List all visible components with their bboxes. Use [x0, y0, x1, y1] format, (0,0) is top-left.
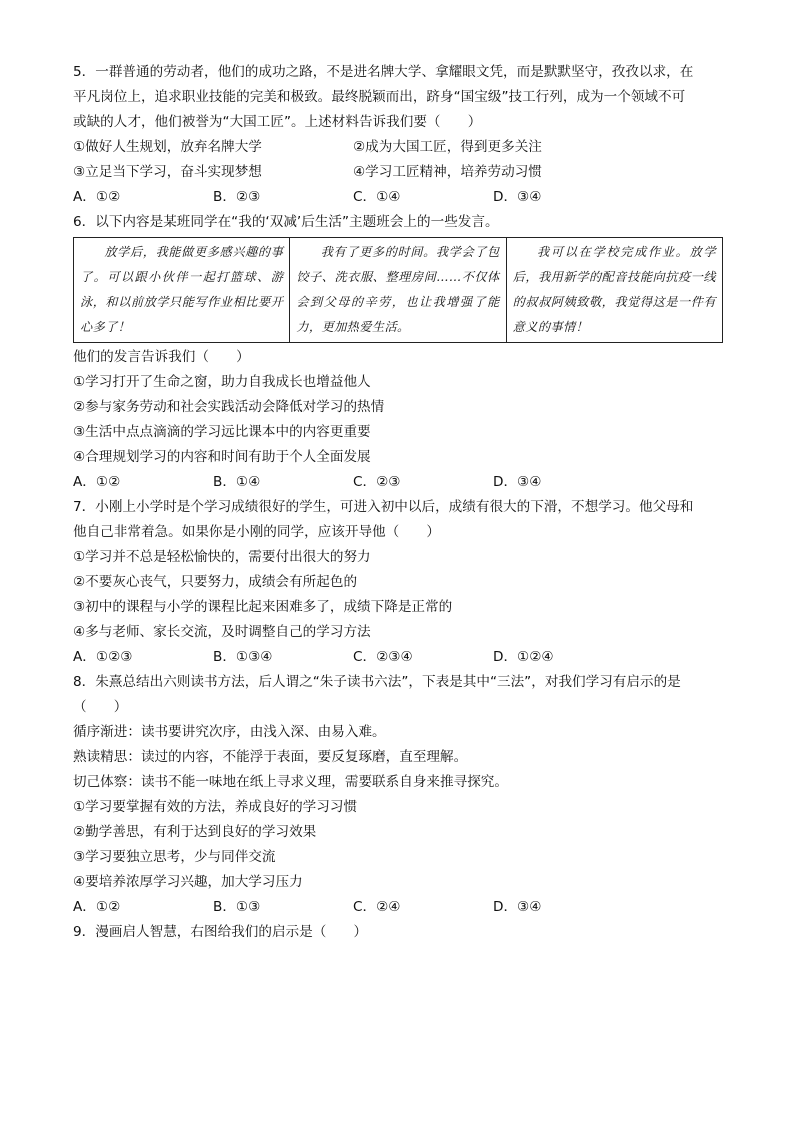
answer-choices: [73, 645, 723, 670]
option-2: ②参与家务劳动和社会实践活动会降低对学习的热情: [73, 399, 385, 415]
choice-c: C．②③: [353, 474, 401, 490]
question-stem-line: 8．朱熹总结出六则读书方法，后人谓之“朱子读书六法”，下表是其中“三法”，对我们学习有启示的是: [73, 674, 681, 690]
choice-a: A．①②③: [73, 649, 133, 665]
exam-page: [73, 60, 723, 945]
choice-d: D．①②④: [493, 649, 554, 665]
option-4: ④多与老师、家长交流，及时调整自己的学习方法: [73, 624, 371, 640]
option-row: [73, 160, 723, 185]
question-6: [73, 210, 723, 495]
choice-c: C．①④: [353, 189, 401, 205]
option-2: ②不要灰心丧气，只要努力，成绩会有所起色的: [73, 574, 358, 590]
speech-cell: [290, 238, 506, 343]
question-8: [73, 670, 723, 920]
choice-c: C．②③④: [353, 649, 413, 665]
speech-table: [73, 237, 723, 343]
reading-method: 熟读精思：读过的内容，不能浮于表面，要反复琢磨，直至理解。: [73, 749, 468, 765]
choice-a: A．①②: [73, 474, 121, 490]
question-stem-line: 平凡岗位上，追求职业技能的完美和极致。最终脱颖而出，跻身“国宝级”技工行列，成为一个领域不可: [73, 89, 686, 105]
option-4: ④要培养浓厚学习兴趣，加大学习压力: [73, 874, 303, 890]
question-stem-line: （ ）: [73, 699, 128, 715]
option-3: ③初中的课程与小学的课程比起来困难多了，成绩下降是正常的: [73, 599, 453, 615]
speech-text: 放学后，我能做更多感兴趣的事了。可以跟小伙伴一起打篮球、游泳，和以前放学只能写作业相比要开心多了！: [80, 245, 284, 334]
question-7: [73, 495, 723, 670]
question-5: [73, 60, 723, 210]
option-1: ①做好人生规划，放弃名牌大学: [73, 139, 262, 155]
choice-b: B．①③④: [213, 649, 273, 665]
reading-method: 循序渐进：读书要讲究次序，由浅入深、由易入难。: [73, 724, 386, 740]
answer-choices: [73, 185, 723, 210]
speech-text: 我可以在学校完成作业。放学后，我用新学的配音技能向抗疫一线的叔叔阿姨致敬，我觉得这是一件有意义的事情！: [512, 245, 716, 334]
option-4: ④合理规划学习的内容和时间有助于个人全面发展: [73, 449, 371, 465]
speech-cell: [506, 238, 722, 343]
question-9: [73, 920, 723, 945]
option-3: ③立足当下学习，奋斗实现梦想: [73, 164, 262, 180]
option-1: ①学习打开了生命之窗，助力自我成长也增益他人: [73, 374, 371, 390]
question-stem-line: 或缺的人才，他们被誉为“大国工匠”。上述材料告诉我们要（ ）: [73, 114, 482, 130]
answer-choices: [73, 470, 723, 495]
question-prompt: 他们的发言告诉我们（ ）: [73, 349, 250, 365]
option-2: ②成为大国工匠，得到更多关注: [353, 139, 542, 155]
option-2: ②勤学善思，有利于达到良好的学习效果: [73, 824, 317, 840]
choice-c: C．②④: [353, 899, 401, 915]
option-1: ①学习要掌握有效的方法，养成良好的学习习惯: [73, 799, 358, 815]
option-4: ④学习工匠精神，培养劳动习惯: [353, 164, 542, 180]
choice-a: A．①②: [73, 899, 121, 915]
question-stem-line: 他自己非常着急。如果你是小刚的同学，应该开导他（ ）: [73, 524, 441, 540]
option-1: ①学习并不总是轻松愉快的，需要付出很大的努力: [73, 549, 371, 565]
answer-choices: [73, 895, 723, 920]
question-stem-line: 5．一群普通的劳动者，他们的成功之路，不是进名牌大学、拿耀眼文凭，而是默默坚守，孜孜以求，在: [73, 64, 694, 80]
choice-d: D．③④: [493, 474, 542, 490]
speech-text: 我有了更多的时间。我学会了包饺子、洗衣服、整理房间……不仅体会到父母的辛劳，也让我增强了能力，更加热爱生活。: [296, 245, 500, 334]
option-row: [73, 135, 723, 160]
choice-d: D．③④: [493, 899, 542, 915]
choice-b: B．①③: [213, 899, 261, 915]
question-stem-line: 7．小刚上小学时是个学习成绩很好的学生，可进入初中以后，成绩有很大的下滑，不想学习。他父母和: [73, 499, 694, 515]
option-3: ③学习要独立思考，少与同伴交流: [73, 849, 276, 865]
choice-b: B．①④: [213, 474, 261, 490]
choice-b: B．②③: [213, 189, 261, 205]
speech-cell: [74, 238, 290, 343]
choice-d: D．③④: [493, 189, 542, 205]
reading-method: 切己体察：读书不能一味地在纸上寻求义理，需要联系自身来推寻探究。: [73, 774, 508, 790]
question-stem: 9．漫画启人智慧，右图给我们的启示是（ ）: [73, 924, 368, 940]
option-3: ③生活中点点滴滴的学习远比课本中的内容更重要: [73, 424, 371, 440]
choice-a: A．①②: [73, 189, 121, 205]
question-stem: 6．以下内容是某班同学在“我的‘双减’后生活”主题班会上的一些发言。: [73, 214, 499, 230]
